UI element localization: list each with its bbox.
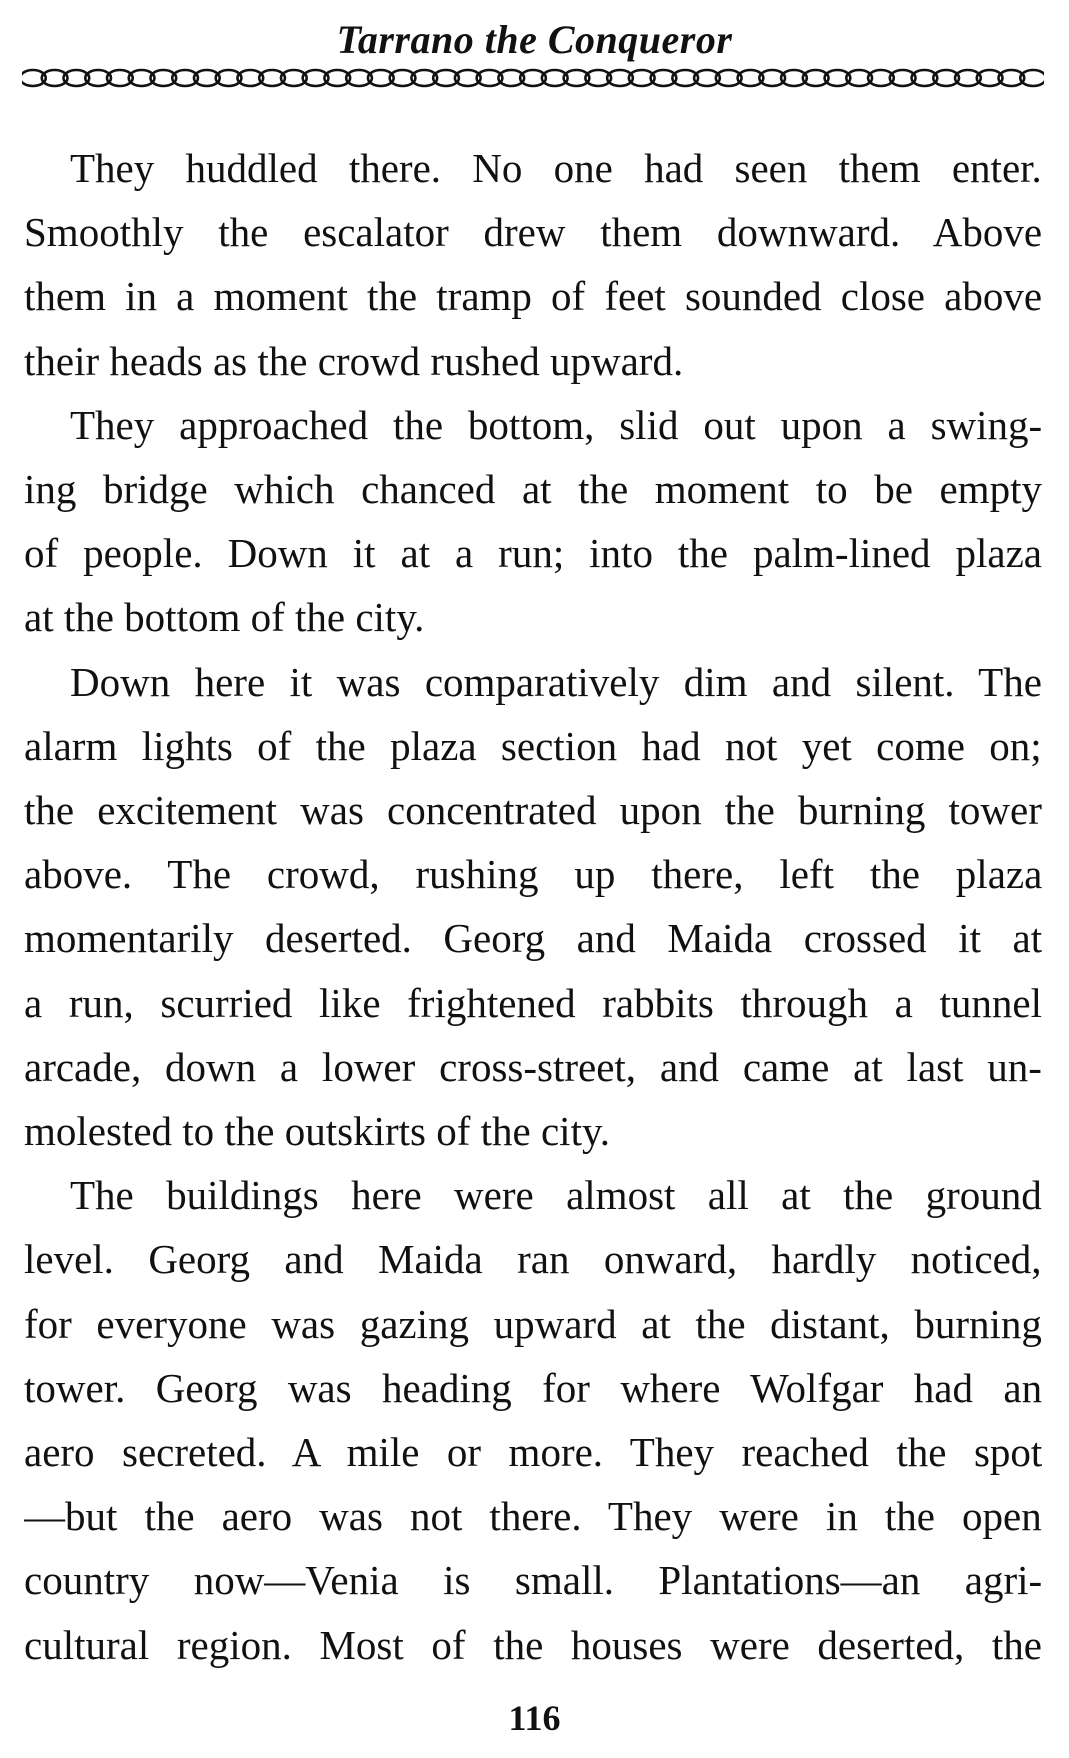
text-line: They huddled there. No one had seen them enter. xyxy=(70,145,1042,191)
text-line: momentarily deserted. Georg and Maida crossed it at xyxy=(24,915,1042,962)
text-line: alarm lights of the plaza section had not yet come on; xyxy=(24,722,1042,769)
paragraph xyxy=(24,136,1042,393)
text-line: them in a moment the tramp of feet sounded close above xyxy=(24,273,1042,320)
text-line: arcade, down a lower cross-street, and came at last un- xyxy=(24,1043,1042,1090)
text-line: Down here it was comparatively dim and silent. The xyxy=(70,658,1042,705)
text-line: —but the aero was not there. They were in the open xyxy=(24,1493,1042,1540)
text-line: country now—Venia is small. Plantations—an agri- xyxy=(24,1557,1042,1604)
text-line: of people. Down it at a run; into the palm-lined plaza xyxy=(24,530,1042,577)
text-line: above. The crowd, rushing up there, left the plaza xyxy=(24,851,1042,898)
text-line: for everyone was gazing upward at the distant, burning xyxy=(24,1300,1042,1347)
text-line: their heads as the crowd rushed upward. xyxy=(24,337,684,384)
text-line: They approached the bottom, slid out upon a swing- xyxy=(70,401,1042,448)
chain-link-ornament-icon xyxy=(22,66,1044,90)
text-line: at the bottom of the city. xyxy=(24,594,425,641)
paragraph xyxy=(24,393,1042,650)
text-line: Smoothly the escalator drew them downward. Above xyxy=(24,209,1042,256)
page-number: 116 xyxy=(508,1698,561,1738)
text-line: ing bridge which chanced at the moment to be empty xyxy=(24,466,1042,513)
paragraph xyxy=(24,650,1042,1164)
paragraph xyxy=(24,1163,1042,1677)
text-line: cultural region. Most of the houses were deserted, the xyxy=(24,1621,1042,1668)
text-line: the excitement was concentrated upon the burning tower xyxy=(24,787,1042,834)
text-line: tower. Georg was heading for where Wolfgar had an xyxy=(24,1364,1042,1411)
text-line: a run, scurried like frightened rabbits through a tunnel xyxy=(24,979,1042,1026)
text-line: The buildings here were almost all at the ground xyxy=(70,1172,1042,1219)
text-line: level. Georg and Maida ran onward, hardly noticed, xyxy=(24,1236,1042,1283)
text-line: molested to the outskirts of the city. xyxy=(24,1108,611,1155)
running-head: Tarrano the Conqueror xyxy=(336,17,733,62)
body-text xyxy=(24,136,1042,1677)
text-line: aero secreted. A mile or more. They reached the spot xyxy=(24,1429,1042,1476)
